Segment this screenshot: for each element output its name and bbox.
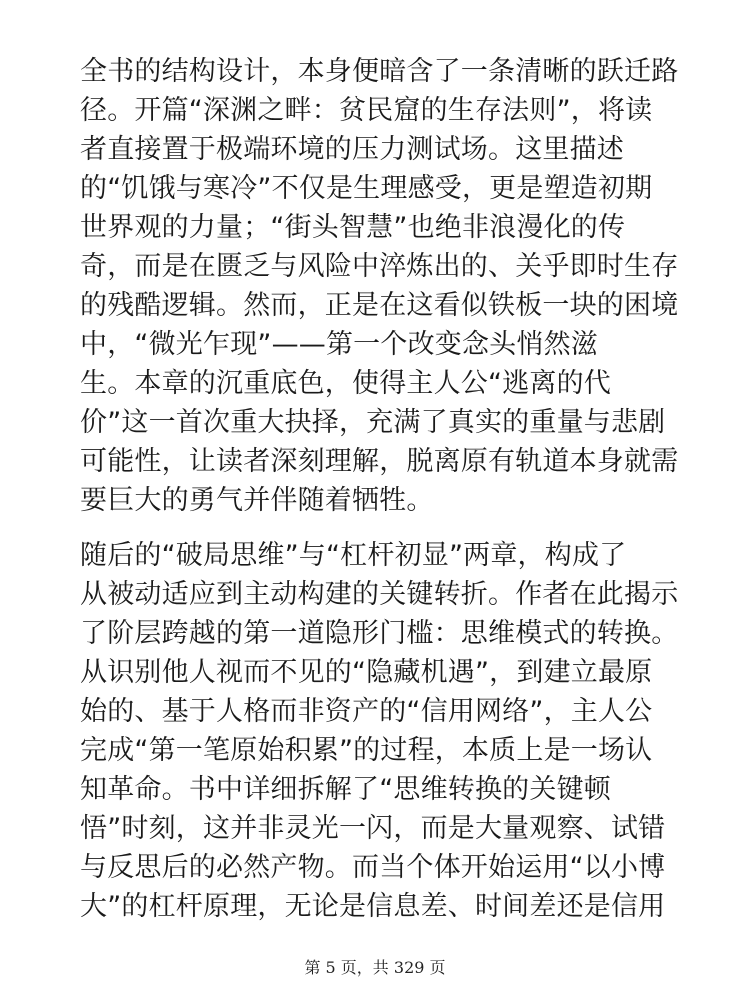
text-line: 径。开篇“深渊之畔：贫民窟的生存法则”，将读 (80, 95, 653, 126)
paragraph-spacer (80, 520, 680, 536)
text-line: 世界观的力量；“街头智慧”也绝非浪漫化的传 (80, 212, 626, 243)
text-line: 知革命。书中详细拆解了“思维转换的关键顿 (80, 774, 611, 805)
paragraph-2 (80, 536, 680, 926)
text-line: 从被动适应到主动构建的关键转折。作者在此揭示 (80, 579, 679, 610)
text-line: 全书的结构设计，本身便暗含了一条清晰的跃迁路 (80, 56, 679, 87)
text-line: 的残酷逻辑。然而，正是在这看似铁板一块的困境 (80, 290, 679, 321)
text-line: 可能性，让读者深刻理解，脱离原有轨道本身就需 (80, 446, 679, 477)
text-line: 随后的“破局思维”与“杠杆初显”两章，构成了 (80, 540, 627, 571)
document-body (80, 52, 680, 926)
text-line: 悟”时刻，这并非灵光一闪，而是大量观察、试错 (80, 813, 666, 844)
page-number-footer: 第 5 页，共 329 页 (304, 958, 446, 977)
text-line: 的“饥饿与寒冷”不仅是生理感受，更是塑造初期 (80, 173, 653, 204)
text-line: 了阶层跨越的第一道隐形门槛：思维模式的转换。 (80, 618, 679, 649)
text-line: 要巨大的勇气并伴随着牺牲。 (80, 485, 434, 516)
text-line: 大”的杠杆原理，无论是信息差、时间差还是信用 (80, 891, 666, 922)
text-line: 中，“微光乍现”——第一个改变念头悄然滋 (80, 329, 598, 360)
text-line: 奇，而是在匮乏与风险中淬炼出的、关乎即时生存 (80, 251, 679, 282)
text-line: 者直接置于极端环境的压力测试场。这里描述 (80, 134, 624, 165)
text-line: 价”这一首次重大抉择，充满了真实的重量与悲剧 (80, 407, 666, 438)
text-line: 完成“第一笔原始积累”的过程，本质上是一场认 (80, 735, 653, 766)
text-line: 生。本章的沉重底色，使得主人公“逃离的代 (80, 368, 611, 399)
text-line: 与反思后的必然产物。而当个体开始运用“以小博 (80, 852, 666, 883)
paragraph-1 (80, 52, 680, 520)
text-line: 始的、基于人格而非资产的“信用网络”，主人公 (80, 696, 653, 727)
text-line: 从识别他人视而不见的“隐藏机遇”，到建立最原 (80, 657, 653, 688)
